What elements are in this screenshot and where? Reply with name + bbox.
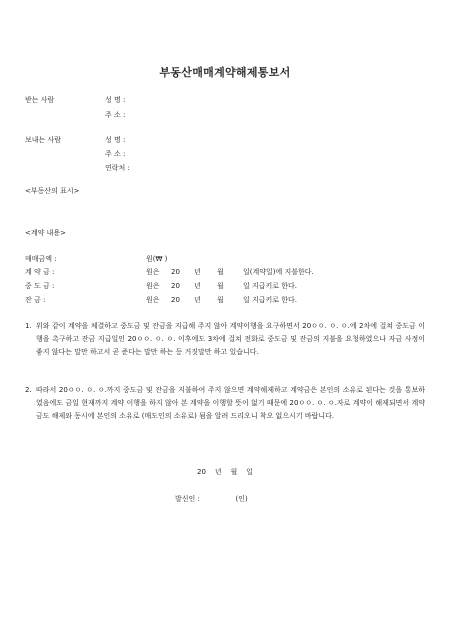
receiver-address-label: 주 소 : [105,111,126,119]
interim-won: 원은 [146,282,160,290]
sender-label: 보내는 사람 [25,136,62,144]
paragraph-2-number: 2. [25,386,32,394]
balance-text: 일 지급키로 한다. [243,296,298,304]
deposit-month-unit: 월 [217,268,224,276]
balance-won: 원은 [146,296,160,304]
sale-price-label: 매매금액 : [25,255,57,263]
interim-text: 일 지급키로 한다. [243,282,298,290]
deposit-label: 계 약 금 : [25,268,55,276]
balance-year: 20 [171,296,180,304]
sender-signature-line: 발신인 : (인) [175,495,248,503]
receiver-name-label: 성 명 : [105,96,126,104]
sender-address-label: 주 소 : [105,150,126,158]
deposit-year-unit: 년 [194,268,201,276]
paragraph-2 [25,384,425,423]
interim-year-unit: 년 [194,282,201,290]
property-section-heading: <부동산의 표시> [25,187,80,195]
deposit-won: 원은 [146,268,160,276]
paragraph-2-text: 따라서 20ㅇㅇ. ㅇ. ㅇ.까지 중도금 및 잔금을 지불하여 주지 않으면 계약해제하고 계약금은 본인의 소유로 된다는 것을 통보하였음에도 금일 현재까지 계약 이행을 하지 않아 본 계약을 이행할 뜻이 없기 때문에 20ㅇㅇ. ㅇ. ㅇ.자로 계약이 해제되면서 계약금도 해제와 동시에 본인의 소유로 (매도인의 소유로) 됨을 알려 드리오니 착오 없으시기 바랍니다. [36,386,425,420]
receiver-label: 받는 사람 [25,96,55,104]
sender-name-label: 성 명 : [105,136,126,144]
document-title: 부동산매매계약해제통보서 [159,66,291,79]
deposit-text: 일(계약일)에 지불한다. [243,268,314,276]
interim-month-unit: 월 [217,282,224,290]
interim-label: 중 도 금 : [25,282,55,290]
sale-price-value: 원(₩ ) [146,255,168,263]
paragraph-1-text: 위와 같이 계약을 체결하고 중도금 및 잔금을 지급해 주지 않아 계약이행을 요구하면서 20ㅇㅇ. ㅇ. ㅇ.에 2차에 걸쳐 중도금 이행을 촉구하고 잔금 지급일인 20ㅇㅇ. ㅇ. ㅇ. 이후에도 3차에 걸쳐 전화로 중도금 및 잔금의 지불을 요청하였으나 자금 사정이 좋지 않다는 말만 하고서 곧 준다는 말만 하는 등 거짓말만 하고 있습니다. [36,322,425,356]
interim-year: 20 [171,282,180,290]
date-line: 20 년 월 일 [197,468,253,476]
deposit-year: 20 [171,268,180,276]
paragraph-1 [25,320,425,359]
sender-contact-label: 연락처 : [105,164,130,172]
balance-label: 잔 금 : [25,296,46,304]
contract-section-heading: <계약 내용> [25,229,67,237]
paragraph-1-number: 1. [25,322,32,330]
balance-month-unit: 월 [217,296,224,304]
balance-year-unit: 년 [194,296,201,304]
